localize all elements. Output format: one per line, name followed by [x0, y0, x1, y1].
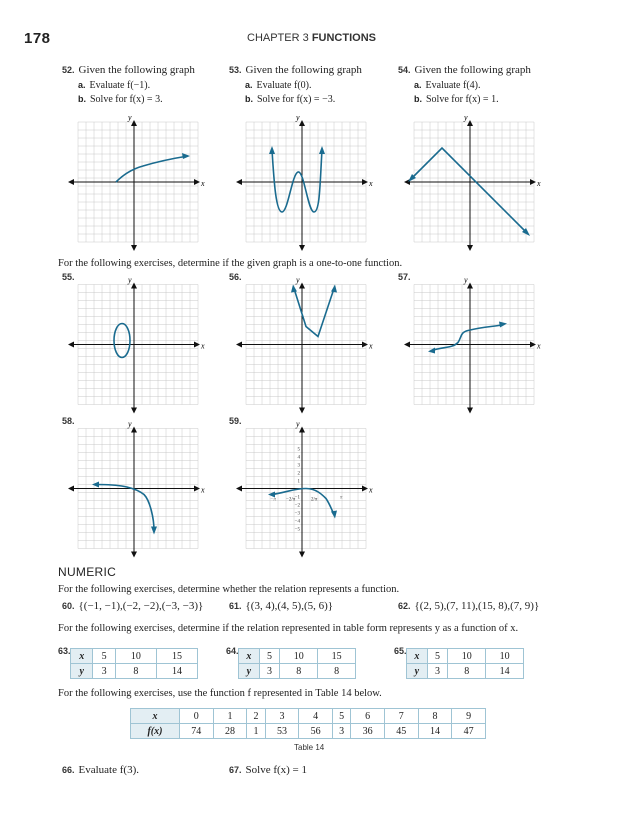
axis-arrow [299, 552, 305, 558]
axis-arrow [131, 408, 137, 414]
instruction-relation: For the following exercises, determine whether the relation represents a function. [58, 584, 400, 595]
axis-arrow [236, 179, 242, 185]
y-axis-label: y [296, 419, 300, 429]
graph-53 [236, 112, 376, 252]
axis-arrow [299, 408, 305, 414]
exercise-53a: a. Evaluate f(0). [245, 80, 312, 91]
curve-58 [96, 485, 154, 531]
table-64 [238, 648, 356, 679]
table-cell: 45 [384, 724, 418, 739]
table-cell: 9 [452, 709, 486, 724]
graph-number-59: 59. [229, 416, 242, 426]
axis-arrow [530, 179, 536, 185]
table-row: y 3 8 14 [407, 664, 524, 679]
y-axis-label: y [128, 419, 132, 429]
y-axis-label: y [296, 113, 300, 122]
table-row: y 3 8 8 [239, 664, 356, 679]
graph-59 [236, 416, 376, 561]
y-tick-label: −2 [294, 503, 300, 509]
table-cell: 1 [213, 709, 247, 724]
section-heading-numeric: NUMERIC [58, 565, 117, 579]
y-axis-label: y [128, 275, 132, 285]
y-tick-label: 2 [297, 471, 300, 477]
table-cell: 2 [247, 709, 265, 724]
table-cell: 4 [299, 709, 333, 724]
exercise-53b: b. Solve for f(x) = −3. [245, 94, 336, 105]
exercise-54b: b. Solve for f(x) = 1. [414, 94, 499, 105]
axis-arrow [236, 342, 242, 348]
axis-arrow [236, 486, 242, 492]
y-tick-label: −5 [294, 527, 300, 533]
graph-number-57: 57. [398, 272, 411, 282]
axis-arrow [404, 342, 410, 348]
axis-arrow [362, 179, 368, 185]
graph-52 [68, 112, 208, 252]
graph-58 [68, 416, 208, 561]
table-row: y 3 8 14 [71, 664, 198, 679]
y-tick-label: 4 [297, 455, 300, 461]
x-tick-neg-pi: −π [270, 497, 276, 503]
x-tick-pi: π [340, 495, 343, 501]
page-number: 178 [24, 30, 51, 47]
y-tick-label: 3 [297, 463, 300, 469]
axis-arrow [467, 120, 473, 126]
axis-arrow [467, 408, 473, 414]
axis-arrow [68, 486, 74, 492]
curve-56 [294, 289, 334, 337]
exercise-66: 66. Evaluate f(3). [62, 764, 139, 776]
table-row: x 5 10 10 [407, 649, 524, 664]
graph-56 [236, 272, 376, 417]
exercise-61: 61. {(3, 4),(4, 5),(5, 6)} [229, 600, 334, 612]
axis-arrow [362, 342, 368, 348]
arrow-53-right [319, 146, 325, 154]
table-header-x: x [131, 709, 180, 724]
graph-57 [404, 272, 544, 417]
instruction-use-function: For the following exercises, use the function f represented in Table 14 below. [58, 688, 382, 699]
table-cell: 36 [351, 724, 385, 739]
graph-number-56: 56. [229, 272, 242, 282]
x-axis-label: x [537, 341, 541, 351]
axis-arrow [299, 427, 305, 433]
axis-arrow [68, 179, 74, 185]
y-axis-label: y [128, 113, 132, 122]
axis-arrow [194, 342, 200, 348]
table-row [131, 709, 486, 724]
table-cell: 28 [213, 724, 247, 739]
table-cell: 5 [332, 709, 350, 724]
exercise-54a: a. Evaluate f(4). [414, 80, 481, 91]
x-axis-label: x [537, 179, 541, 188]
graph-55 [68, 272, 208, 417]
axis-arrow [131, 245, 137, 251]
arrow-58-down [151, 527, 157, 535]
axis-arrow [131, 427, 137, 433]
curve-57 [432, 325, 504, 351]
exercise-53: 53. Given the following graph [229, 64, 362, 76]
y-tick-label: −3 [294, 511, 300, 517]
table-cell: 56 [299, 724, 333, 739]
table-cell: 1 [247, 724, 265, 739]
axis-arrow [194, 179, 200, 185]
table-row [131, 724, 486, 739]
exercise-67: 67. Solve f(x) = 1 [229, 764, 308, 776]
table-14 [130, 708, 486, 739]
table-cell: 74 [179, 724, 213, 739]
axis-arrow [467, 245, 473, 251]
table-63 [70, 648, 198, 679]
exercise-60: 60. {(−1, −1),(−2, −2),(−3, −3)} [62, 600, 204, 612]
x-axis-label: x [369, 485, 373, 495]
chapter-header: CHAPTER 3 FUNCTIONS [247, 32, 376, 44]
table-cell: 6 [351, 709, 385, 724]
table-header-fx: f(x) [131, 724, 180, 739]
exercise-52: 52. Given the following graph [62, 64, 195, 76]
axis-arrow [467, 283, 473, 289]
graph-number-58: 58. [62, 416, 75, 426]
x-tick-neg-2-over-pi: −2/π [286, 497, 296, 503]
curve-53 [272, 150, 322, 212]
axis-arrow [131, 283, 137, 289]
exercise-52b: b. Solve for f(x) = 3. [78, 94, 163, 105]
graph-number-55: 55. [62, 272, 75, 282]
axis-arrow [299, 120, 305, 126]
axis-arrow [362, 486, 368, 492]
table-cell: 3 [332, 724, 350, 739]
x-axis-label: x [201, 341, 205, 351]
axis-arrow [299, 245, 305, 251]
instruction-one-to-one: For the following exercises, determine if the given graph is a one-to-one function. [58, 258, 403, 269]
table-65 [406, 648, 524, 679]
curve-54 [410, 148, 528, 234]
table-cell: 3 [265, 709, 299, 724]
y-axis-label: y [464, 275, 468, 285]
y-tick-label: 5 [297, 447, 300, 453]
x-axis-label: x [369, 341, 373, 351]
axis-arrow [131, 552, 137, 558]
y-tick-label: −4 [294, 519, 300, 525]
table-number-63: 63. [58, 646, 71, 656]
exercise-54: 54. Given the following graph [398, 64, 531, 76]
table-number-65: 65. [394, 646, 407, 656]
y-axis-label: y [464, 113, 468, 122]
axis-arrow [299, 283, 305, 289]
table-caption: Table 14 [294, 743, 325, 752]
axis-arrow [530, 342, 536, 348]
x-axis-label: x [201, 179, 205, 188]
table-row: x 5 10 15 [239, 649, 356, 664]
table-cell: 7 [384, 709, 418, 724]
arrow-58-left [92, 482, 99, 488]
instruction-table-form: For the following exercises, determine if the relation represented in table form represents y as a function of x. [58, 623, 519, 634]
table-cell: 53 [265, 724, 299, 739]
exercise-52a: a. Evaluate f(−1). [78, 80, 151, 91]
table-cell: 8 [418, 709, 452, 724]
x-axis-label: x [201, 485, 205, 495]
table-cell: 0 [179, 709, 213, 724]
y-axis-label: y [296, 275, 300, 285]
axis-arrow [68, 342, 74, 348]
x-axis-label: x [369, 179, 373, 188]
y-tick-label: −1 [294, 495, 300, 501]
table-cell: 47 [452, 724, 486, 739]
exercise-62: 62. {(2, 5),(7, 11),(15, 8),(7, 9)} [398, 600, 540, 612]
x-tick-2-over-pi: 2/π [311, 497, 318, 503]
table-cell: 14 [418, 724, 452, 739]
y-tick-label: 1 [297, 479, 300, 485]
graph-54 [404, 112, 544, 252]
axis-arrow [194, 486, 200, 492]
table-number-64: 64. [226, 646, 239, 656]
axis-arrow [131, 120, 137, 126]
table-row: x 5 10 15 [71, 649, 198, 664]
